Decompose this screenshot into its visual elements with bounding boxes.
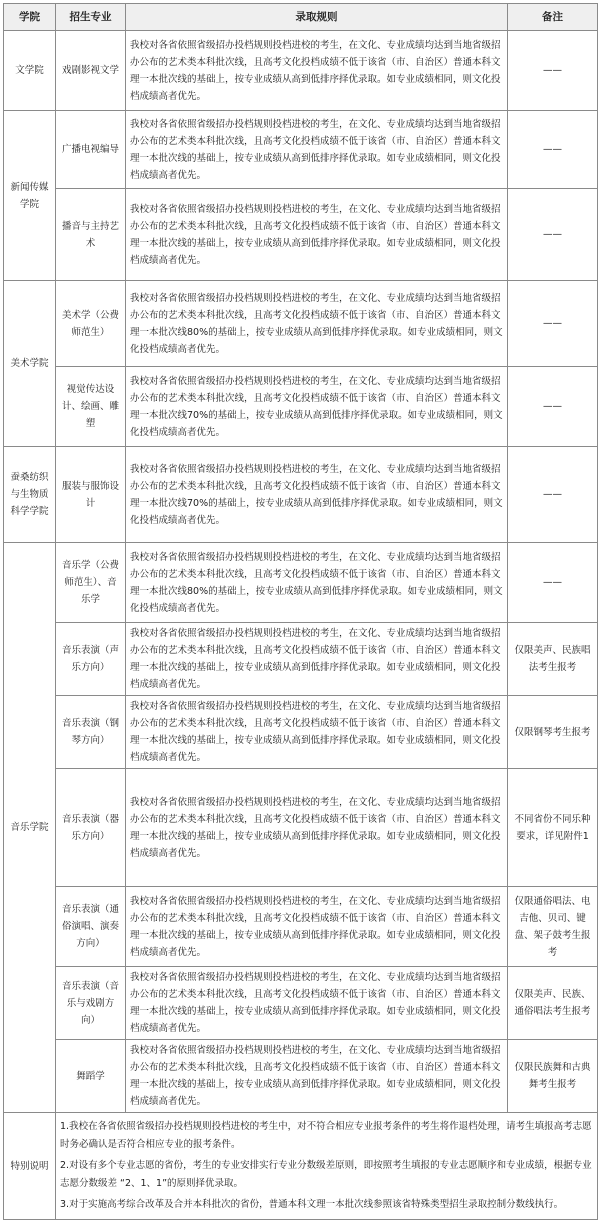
major-cell: 服装与服饰设计	[56, 447, 126, 543]
table-row	[4, 543, 598, 623]
table-row	[4, 623, 598, 696]
major-cell: 舞蹈学	[56, 1040, 126, 1113]
major-cell: 音乐学（公费师范生）、音乐学	[56, 543, 126, 623]
note-cell: 不同省份不同乐种要求，详见附件1	[508, 769, 598, 887]
college-cell: 新闻传媒学院	[4, 111, 56, 281]
special-notes-row	[4, 1113, 598, 1220]
note-cell: ——	[508, 367, 598, 447]
college-cell: 文学院	[4, 31, 56, 111]
special-notes-cell	[56, 1113, 598, 1220]
major-cell: 播音与主持艺术	[56, 189, 126, 281]
rule-cell: 我校对各省依照省级招办投档规则投档进校的考生，在文化、专业成绩均达到当地省级招办公布的艺术类本科批次线，且高考文化投档成绩不低于该省（市、自治区）普通本科文理一本批次线的基础上，按专业成绩从高到低排序择优录取。如专业成绩相同，则文化投档成绩高者优先。	[126, 623, 508, 696]
rule-cell: 我校对各省依照省级招办投档规则投档进校的考生，在文化、专业成绩均达到当地省级招办公布的艺术类本科批次线，且高考文化投档成绩不低于该省（市、自治区）普通本科文理一本批次线的基础上，按专业成绩从高到低排序择优录取。如专业成绩相同，则文化投档成绩高者优先。	[126, 31, 508, 111]
note-cell: 仅限钢琴考生报考	[508, 696, 598, 769]
major-cell: 音乐表演（器乐方向）	[56, 769, 126, 887]
college-cell: 蚕桑纺织与生物质科学学院	[4, 447, 56, 543]
table-row	[4, 367, 598, 447]
table-row	[4, 967, 598, 1040]
major-cell: 广播电视编导	[56, 111, 126, 189]
rule-cell: 我校对各省依照省级招办投档规则投档进校的考生，在文化、专业成绩均达到当地省级招办公布的艺术类本科批次线，且高考文化投档成绩不低于该省（市、自治区）普通本科文理一本批次线的基础上，按专业成绩从高到低排序择优录取。如专业成绩相同，则文化投档成绩高者优先。	[126, 769, 508, 887]
major-cell: 美术学（公费师范生）	[56, 281, 126, 367]
note-cell: 仅限美声、民族唱法考生报考	[508, 623, 598, 696]
rule-cell: 我校对各省依照省级招办投档规则投档进校的考生，在文化、专业成绩均达到当地省级招办公布的艺术类本科批次线，且高考文化投档成绩不低于该省（市、自治区）普通本科文理一本批次线的基础上，按专业成绩从高到低排序择优录取。如专业成绩相同，则文化投档成绩高者优先。	[126, 1040, 508, 1113]
note-cell: ——	[508, 281, 598, 367]
header-rule: 录取规则	[126, 4, 508, 31]
special-note-item: 1.我校在各省依照省级招办投档规则投档进校的考生中，对不符合相应专业报考条件的考生将作退档处理，请考生填报高考志愿时务必确认是否符合相应专业的报考条件。	[60, 1121, 592, 1150]
table-row	[4, 769, 598, 887]
rule-cell: 我校对各省依照省级招办投档规则投档进校的考生，在文化、专业成绩均达到当地省级招办公布的艺术类本科批次线，且高考文化投档成绩不低于该省（市、自治区）普通本科文理一本批次线的基础上，按专业成绩从高到低排序择优录取。如专业成绩相同，则文化投档成绩高者优先。	[126, 189, 508, 281]
note-cell: ——	[508, 189, 598, 281]
note-cell: 仅限通俗唱法、电吉他、贝司、键盘、架子鼓考生报考	[508, 887, 598, 967]
note-cell: 仅限美声、民族、通俗唱法考生报考	[508, 967, 598, 1040]
special-note-item: 2.对设有多个专业志愿的省份，考生的专业安排实行专业分数级差原则，即按照考生填报的专业志愿顺序和专业成绩，根据专业志愿分数级差 “2、1、1”的原则择优录取。	[60, 1160, 592, 1189]
rule-cell: 我校对各省依照省级招办投档规则投档进校的考生，在文化、专业成绩均达到当地省级招办公布的艺术类本科批次线，且高考文化投档成绩不低于该省（市、自治区）普通本科文理一本批次线的基础上，按专业成绩从高到低排序择优录取。如专业成绩相同，则文化投档成绩高者优先。	[126, 967, 508, 1040]
header-major: 招生专业	[56, 4, 126, 31]
rule-cell: 我校对各省依照省级招办投档规则投档进校的考生，在文化、专业成绩均达到当地省级招办公布的艺术类本科批次线，且高考文化投档成绩不低于该省（市、自治区）普通本科文理一本批次线80%的基础上，按专业成绩从高到低排序择优录取。如专业成绩相同，则文化投档成绩高者优先。	[126, 543, 508, 623]
note-cell: ——	[508, 111, 598, 189]
rule-cell: 我校对各省依照省级招办投档规则投档进校的考生，在文化、专业成绩均达到当地省级招办公布的艺术类本科批次线，且高考文化投档成绩不低于该省（市、自治区）普通本科文理一本批次线的基础上，按专业成绩从高到低排序择优录取。如专业成绩相同，则文化投档成绩高者优先。	[126, 696, 508, 769]
major-cell: 音乐表演（声乐方向）	[56, 623, 126, 696]
note-cell: 仅限民族舞和古典舞考生报考	[508, 1040, 598, 1113]
major-cell: 音乐表演（通俗演唱、演奏方向）	[56, 887, 126, 967]
rule-cell: 我校对各省依照省级招办投档规则投档进校的考生，在文化、专业成绩均达到当地省级招办公布的艺术类本科批次线，且高考文化投档成绩不低于该省（市、自治区）普通本科文理一本批次线70%的基础上，按专业成绩从高到低排序择优录取。如专业成绩相同，则文化投档成绩高者优先。	[126, 367, 508, 447]
table-row	[4, 31, 598, 111]
table-row	[4, 1040, 598, 1113]
admission-rules-table	[3, 3, 598, 1220]
college-cell: 美术学院	[4, 281, 56, 447]
table-row	[4, 696, 598, 769]
rule-cell: 我校对各省依照省级招办投档规则投档进校的考生，在文化、专业成绩均达到当地省级招办公布的艺术类本科批次线，且高考文化投档成绩不低于该省（市、自治区）普通本科文理一本批次线的基础上，按专业成绩从高到低排序择优录取。如专业成绩相同，则文化投档成绩高者优先。	[126, 111, 508, 189]
special-notes-label: 特别说明	[4, 1113, 56, 1220]
rule-cell: 我校对各省依照省级招办投档规则投档进校的考生，在文化、专业成绩均达到当地省级招办公布的艺术类本科批次线，且高考文化投档成绩不低于该省（市、自治区）普通本科文理一本批次线70%的基础上，按专业成绩从高到低排序择优录取。如专业成绩相同，则文化投档成绩高者优先。	[126, 447, 508, 543]
table-row	[4, 111, 598, 189]
header-row	[4, 4, 598, 31]
major-cell: 音乐表演（音乐与戏剧方向）	[56, 967, 126, 1040]
note-cell: ——	[508, 447, 598, 543]
table-row	[4, 447, 598, 543]
header-college: 学院	[4, 4, 56, 31]
major-cell: 视觉传达设计、绘画、雕塑	[56, 367, 126, 447]
rule-cell: 我校对各省依照省级招办投档规则投档进校的考生，在文化、专业成绩均达到当地省级招办公布的艺术类本科批次线，且高考文化投档成绩不低于该省（市、自治区）普通本科文理一本批次线的基础上，按专业成绩从高到低排序择优录取。如专业成绩相同，则文化投档成绩高者优先。	[126, 887, 508, 967]
header-note: 备注	[508, 4, 598, 31]
note-cell: ——	[508, 543, 598, 623]
table-row	[4, 887, 598, 967]
note-cell: ——	[508, 31, 598, 111]
major-cell: 音乐表演（钢琴方向）	[56, 696, 126, 769]
table-row	[4, 189, 598, 281]
college-cell: 音乐学院	[4, 543, 56, 1113]
major-cell: 戏剧影视文学	[56, 31, 126, 111]
table-row	[4, 281, 598, 367]
special-note-item: 3.对于实施高考综合改革及合并本科批次的省份，普通本科文理一本批次线参照该省特殊类型招生录取控制分数线执行。	[60, 1199, 564, 1210]
rule-cell: 我校对各省依照省级招办投档规则投档进校的考生，在文化、专业成绩均达到当地省级招办公布的艺术类本科批次线，且高考文化投档成绩不低于该省（市、自治区）普通本科文理一本批次线80%的基础上，按专业成绩从高到低排序择优录取。如专业成绩相同，则文化投档成绩高者优先。	[126, 281, 508, 367]
